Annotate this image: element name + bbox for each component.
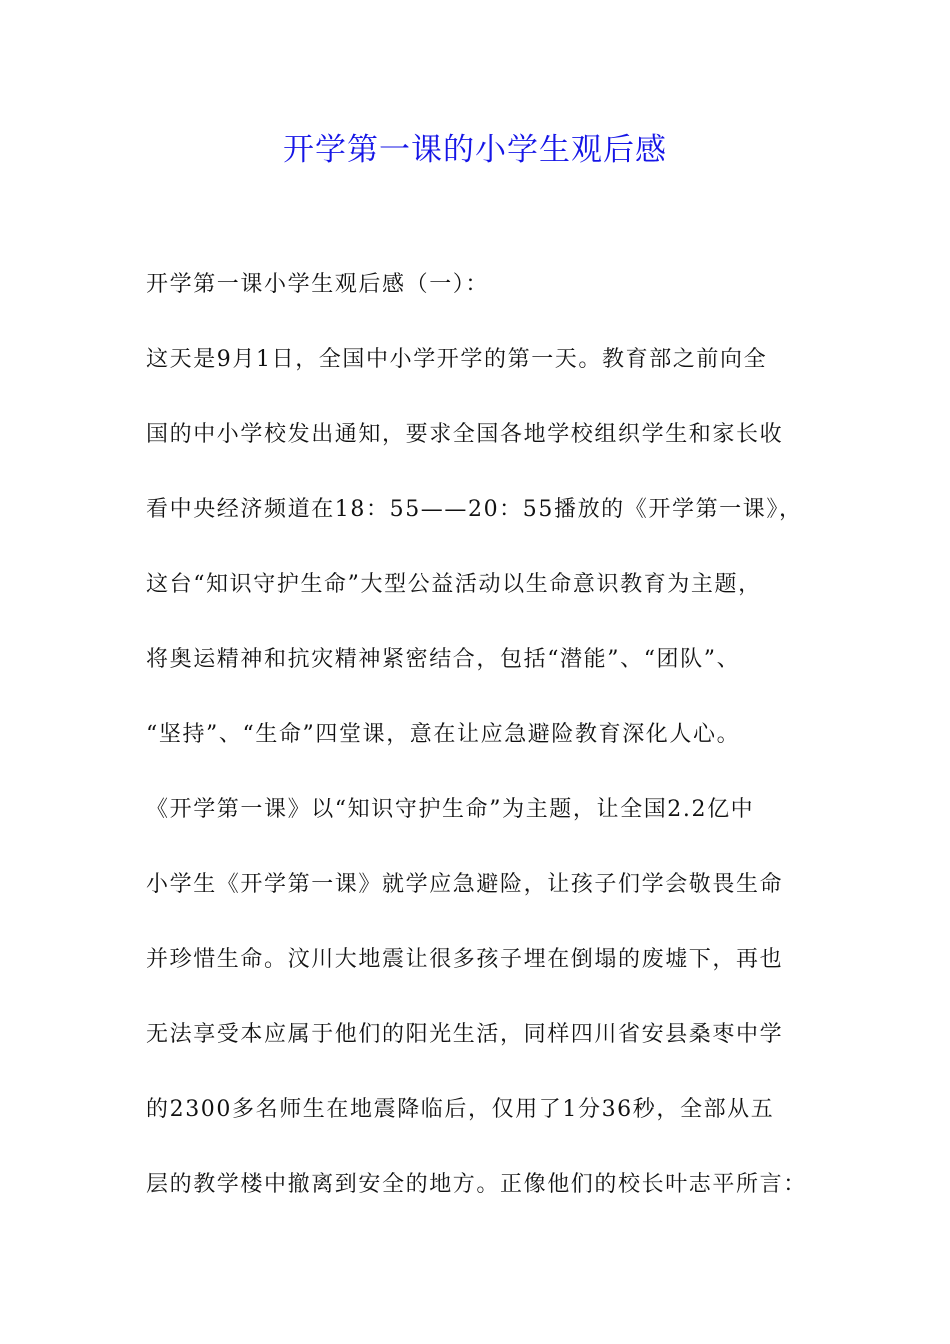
paragraph-line: 无法享受本应属于他们的阳光生活，同样四川省安县桑枣中学	[146, 1022, 784, 1047]
paragraph-line: 将奥运精神和抗灾精神紧密结合，包括“潜能”、“团队”、	[146, 647, 741, 672]
paragraph-line: 看中央经济频道在18：55——20：55播放的《开学第一课》，	[146, 497, 803, 522]
document-body	[146, 265, 816, 1240]
paragraph-line: 的2300多名师生在地震降临后，仅用了1分36秒，全部从五	[146, 1097, 775, 1122]
paragraph-line: 并珍惜生命。汶川大地震让很多孩子埋在倒塌的废墟下，再也	[146, 947, 784, 972]
paragraph-line: 这台“知识守护生命”大型公益活动以生命意识教育为主题，	[146, 572, 762, 597]
paragraph-line: 小学生《开学第一课》就学应急避险，让孩子们学会敬畏生命	[146, 872, 784, 897]
paragraph-line: 开学第一课小学生观后感（一）：	[146, 272, 490, 297]
paragraph-line: 这天是9月1日，全国中小学开学的第一天。教育部之前向全	[146, 347, 768, 372]
paragraph-line: 国的中小学校发出通知，要求全国各地学校组织学生和家长收	[146, 422, 784, 447]
paragraph-line: 《开学第一课》以“知识守护生命”为主题，让全国2.2亿中	[146, 797, 755, 822]
paragraph-line: “坚持”、“生命”四堂课，意在让应急避险教育深化人心。	[146, 722, 741, 747]
paragraph-line: 层的教学楼中撤离到安全的地方。正像他们的校长叶志平所言：	[146, 1172, 807, 1197]
document-title: 开学第一课的小学生观后感	[283, 132, 667, 168]
